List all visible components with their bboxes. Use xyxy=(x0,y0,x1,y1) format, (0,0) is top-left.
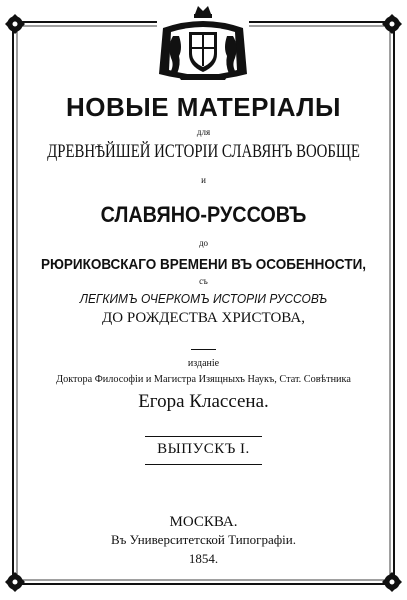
corner-ornament-icon xyxy=(5,572,25,592)
subtitle: ДРЕВНѢЙШЕЙ ИСТОРІИ СЛАВЯНЪ ВООБЩЕ xyxy=(47,141,360,162)
corner-ornament-icon xyxy=(382,572,402,592)
connector-word: съ xyxy=(199,276,208,286)
title-line-4: ЛЕГКИМЪ ОЧЕРКОМЪ ИСТОРІИ РУССОВЪ xyxy=(79,291,328,306)
connector-word: и xyxy=(201,175,206,185)
imprint-press: Въ Университетской Типографіи. xyxy=(111,532,296,547)
title-line-3: РЮРИКОВСКАГО ВРЕМЕНИ ВЪ ОСОБЕННОСТИ, xyxy=(40,256,367,273)
main-title: НОВЫЕ МАТЕРІАЛЫ xyxy=(65,92,341,122)
author-credentials: Доктора Философіи и Магистра Изящныхъ Наукъ, Стат. Совѣтника xyxy=(56,373,351,385)
secondary-title: СЛАВЯНО-РУССОВЪ xyxy=(100,202,307,227)
title-line-5: ДО РОЖДЕСТВА ХРИСТОВА, xyxy=(102,310,305,326)
coat-of-arms-icon xyxy=(157,6,249,86)
divider xyxy=(145,436,262,437)
divider xyxy=(191,349,216,350)
imprint-year: 1854. xyxy=(188,551,219,566)
corner-ornament-icon xyxy=(382,14,402,34)
imprint-city: МОСКВА. xyxy=(169,514,238,530)
corner-ornament-icon xyxy=(5,14,25,34)
issue-number: ВЫПУСКЪ І. xyxy=(157,441,250,457)
connector-word: до xyxy=(198,238,209,248)
author-name: Егора Классена. xyxy=(138,391,269,412)
connector-word: для xyxy=(196,127,211,137)
edition-label: изданіе xyxy=(187,358,220,369)
divider xyxy=(145,464,262,465)
